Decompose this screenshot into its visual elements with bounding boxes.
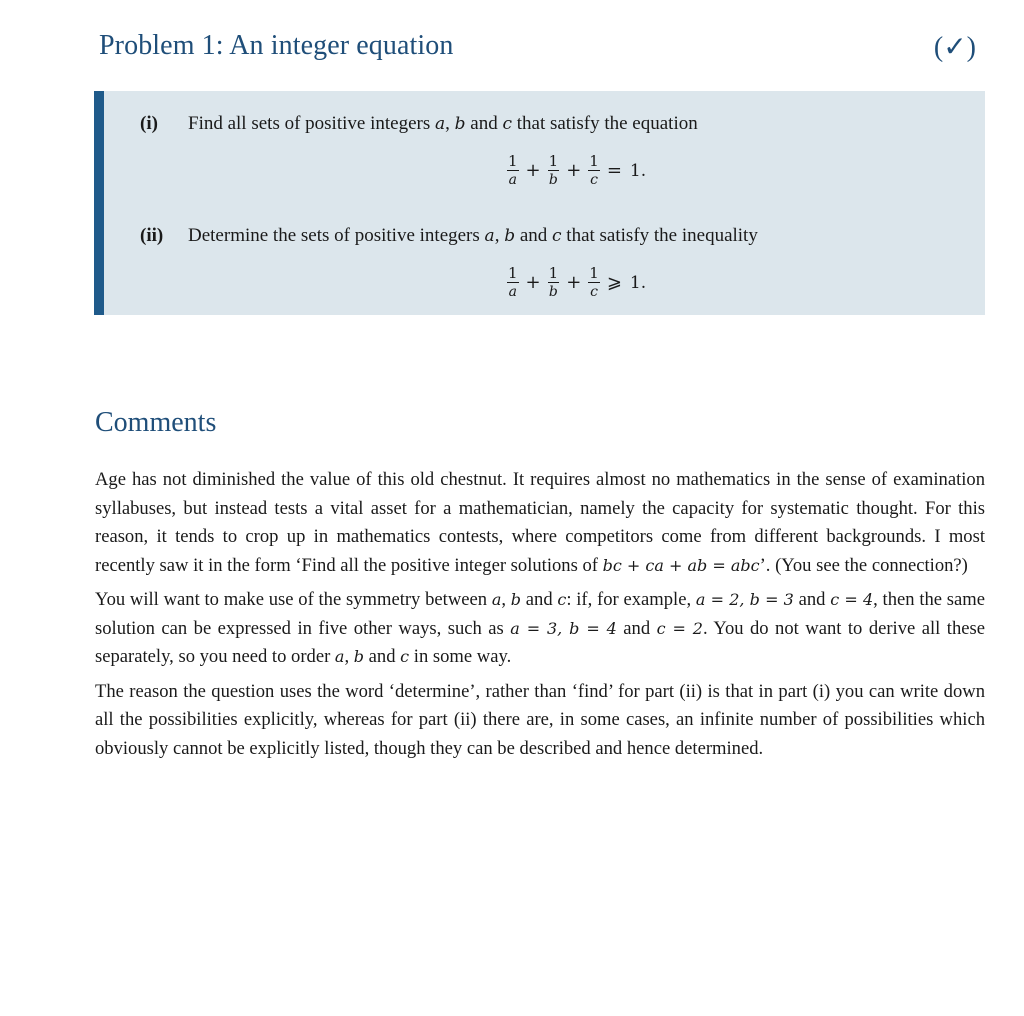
comment-paragraph-1: Age has not diminished the value of this old chestnut. It requires almost no mathematics in the sense of examination syllabuses, but instead tests a vital asset for a mathematician, namely the capacity for systematic thought. For this reason, it tends to crop up in mathematics contests, where competitors come from different backgrounds. I most recently saw it in the form ‘Find all the positive integer solutions of bc + ca + ab = abc’. (You see the connection?) (95, 469, 985, 576)
fraction-1-over-c: $\frac{1}{c}$ (589, 152, 599, 188)
fraction-1-over-a: $\frac{1}{a}$ (508, 264, 518, 300)
part-i: (i) Find all sets of positive integers a, b and c that satisfy the equation (140, 113, 698, 134)
comment-paragraph-3: The reason the question uses the word ‘determine’, rather than ‘find’ for part (ii) is that in part (i) you can write down all the possibilities explicitly, whereas for part (ii) there are, in some cases, an infinite number of possibilities which obviously cannot be explicitly listed, though they can be described and hence determined. (95, 680, 985, 759)
fraction-1-over-c: $\frac{1}{c}$ (589, 264, 599, 300)
equation-i: $\frac{1}{a}$ + $\frac{1}{b}$ + $\frac{1}{c}$ = 1. (508, 152, 647, 188)
inequality-ii: $\frac{1}{a}$ + $\frac{1}{b}$ + $\frac{1}{c}$ ⩾ 1. (508, 264, 647, 300)
part-ii-label: (ii) (140, 225, 164, 246)
problem-title: Problem 1: An integer equation (99, 30, 454, 61)
problem-statement-box (94, 91, 985, 315)
comments-heading: Comments (95, 407, 217, 438)
part-ii: (ii) Determine the sets of positive integers a, b and c that satisfy the inequality (140, 225, 758, 246)
fraction-1-over-b: $\frac{1}{b}$ (548, 264, 559, 300)
fraction-1-over-a: $\frac{1}{a}$ (508, 152, 518, 188)
checkmark-badge: (✓) (933, 32, 976, 63)
fraction-1-over-b: $\frac{1}{b}$ (548, 152, 559, 188)
part-i-label: (i) (140, 113, 158, 134)
comments-body (95, 466, 985, 769)
comment-paragraph-2: You will want to make use of the symmetry between a, b and c: if, for example, a = 2, b = 3 and c = 4, then the same solution can be expressed in five other ways, such as a = 3, b = 4 and c = 2. You do not want to derive all these separately, so you need to order a, b and c in some way. (95, 589, 986, 667)
